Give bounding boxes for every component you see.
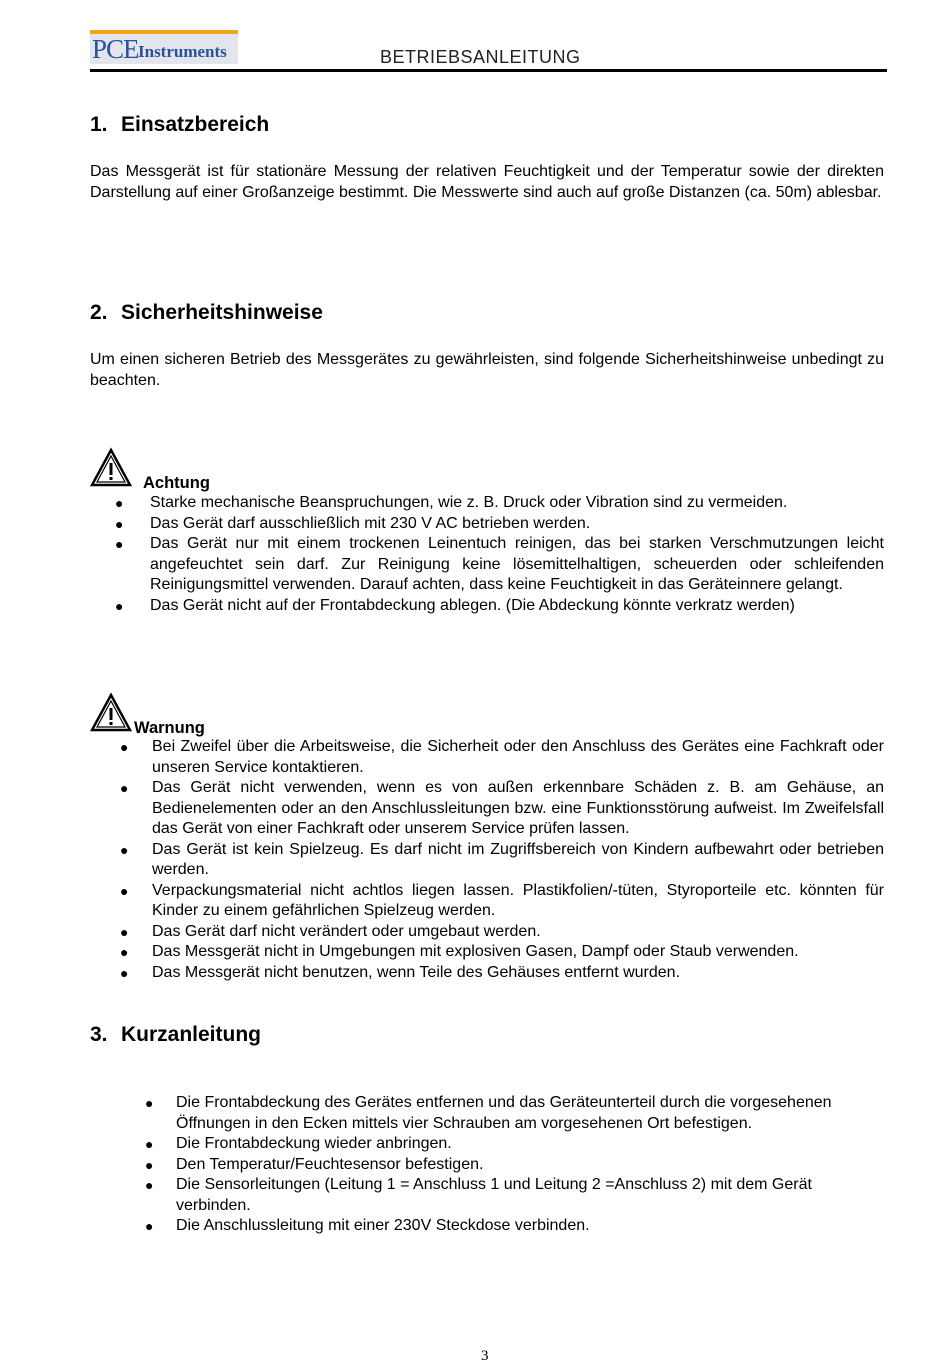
list-item: ● Das Messgerät nicht benutzen, wenn Teile des Gehäuses entfernt wurden. — [120, 963, 681, 981]
list-item: ● Die Sensorleitungen (Leitung 1 = Anschluss 1 und Leitung 2 =Anschluss 2) mit dem Gerät verbinden. — [145, 1176, 812, 1214]
achtung-label: Achtung — [143, 474, 210, 492]
section-3-title: Kurzanleitung — [121, 1023, 261, 1046]
list-item: ● Das Gerät ist kein Spielzeug. Es darf nicht im Zugriffsbereich von Kindern aufbewahrt oder betrieben werden. — [120, 840, 884, 878]
list-item: ● Das Gerät darf ausschließlich mit 230 V AC betrieben werden. — [115, 514, 591, 532]
section-2-heading — [90, 300, 323, 326]
section-2-number: 2. — [90, 301, 108, 324]
section-2-title: Sicherheitshinweise — [121, 301, 323, 324]
list-item: ● Das Messgerät nicht in Umgebungen mit explosiven Gasen, Dampf oder Staub verwenden. — [120, 943, 799, 960]
list-item: ● Die Frontabdeckung wieder anbringen. — [145, 1135, 452, 1152]
header-title: BETRIEBSANLEITUNG — [380, 47, 581, 67]
section-3-heading — [90, 1022, 261, 1048]
list-item: ● Das Gerät nicht verwenden, wenn es von außen erkennbare Schäden z. B. am Gehäuse, an Bedienelementen oder an den Anschlussleitungen bzw. eine Funktionsstörung aufweist. Im Zweifelsfall das Gerät von einer Fachkraft oder unserem Service prüfen lassen. — [120, 779, 884, 837]
section-2-text: Um einen sicheren Betrieb des Messgerätes zu gewährleisten, sind folgende Sicherheitshinweise unbedingt zu beachten. — [90, 351, 884, 389]
list-item: ● Bei Zweifel über die Arbeitsweise, die Sicherheit oder den Anschluss des Gerätes eine Fachkraft oder unseren Service kontaktieren. — [120, 738, 884, 776]
logo-instruments-text: Instruments — [138, 42, 227, 61]
pce-logo — [90, 30, 238, 64]
warnung-label: Warnung — [134, 719, 205, 737]
section-1-heading — [90, 112, 269, 138]
page-header — [90, 28, 887, 72]
section-1-text: Das Messgerät ist für stationäre Messung der relativen Feuchtigkeit und der Temperatur sowie der direkten Darstellung auf einer Großanzeige bestimmt. Die Messwerte sind auch auf große Distanzen (ca. 50m) ablesbar. — [90, 163, 884, 201]
section-1-title: Einsatzbereich — [121, 113, 270, 136]
section-3-number: 3. — [90, 1023, 108, 1046]
list-item: ● Verpackungsmaterial nicht achtlos liegen lassen. Plastikfolien/-tüten, Styroporteile etc. könnten für Kinder zu einem gefährlichen Spielzeug werden. — [120, 881, 884, 919]
section-1-number: 1. — [90, 113, 108, 136]
list-item: ● Starke mechanische Beanspruchungen, wie z. B. Druck oder Vibration sind zu vermeiden. — [115, 494, 788, 511]
list-item: ● Das Gerät nicht auf der Frontabdeckung ablegen. (Die Abdeckung könnte verkratz werden) — [115, 596, 795, 614]
achtung-header — [90, 447, 210, 491]
warning-triangle-icon — [90, 447, 132, 489]
achtung-list — [115, 493, 884, 616]
list-item: ● Das Gerät darf nicht verändert oder umgebaut werden. — [120, 922, 541, 940]
list-item: ● Die Frontabdeckung des Gerätes entfernen und das Geräteunterteil durch die vorgesehenen Öffnungen in den Ecken mittels vier Schrauben am vorgesehenen Ort befestigen. — [145, 1094, 832, 1132]
warning-triangle-icon — [90, 692, 132, 734]
header-divider — [90, 69, 887, 72]
logo-pce-text: PCE — [92, 34, 139, 64]
list-item: ● Die Anschlussleitung mit einer 230V Steckdose verbinden. — [145, 1217, 590, 1234]
kurzanleitung-list — [145, 1093, 876, 1237]
warnung-header — [90, 692, 210, 736]
warnung-list — [120, 737, 884, 983]
list-item: ● Das Gerät nur mit einem trockenen Leinentuch reinigen, das bei starken Verschmutzungen leicht angefeuchtet sein darf. Zur Reinigung keine lösemittelhaltigen, scheuerden oder schleifenden Reinigungsmittel verwenden. Darauf achten, dass keine Feuchtigkeit in das Geräteinnere gelangt. — [115, 535, 884, 593]
list-item: ● Den Temperatur/Feuchtesensor befestigen. — [145, 1155, 484, 1173]
page-number: 3 — [481, 1348, 489, 1364]
